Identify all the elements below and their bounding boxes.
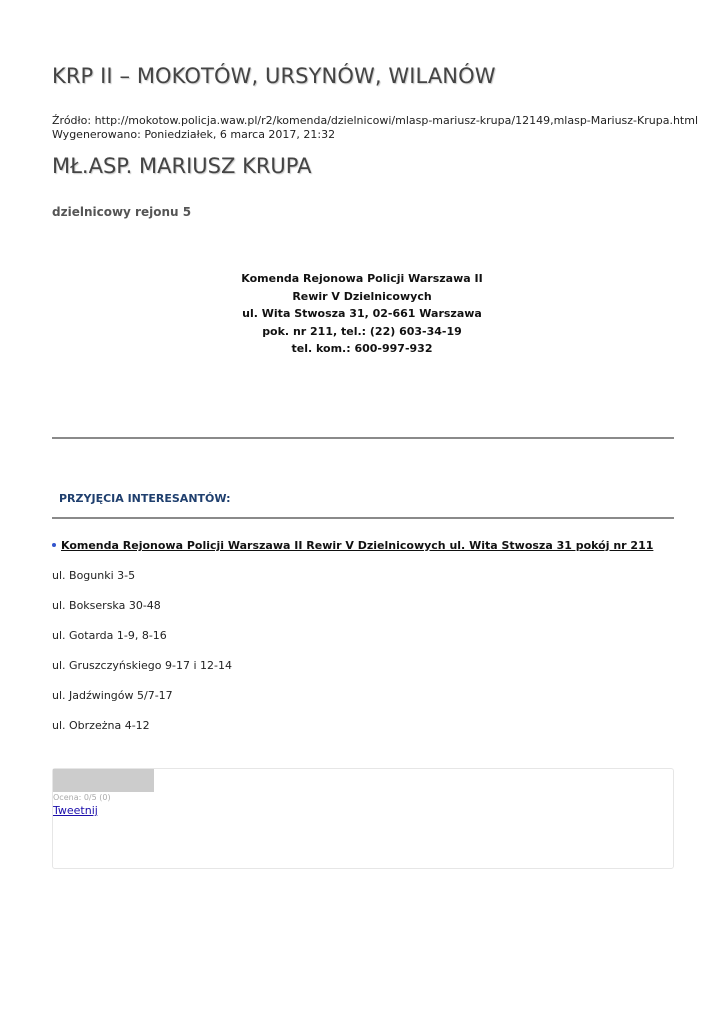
address-block xyxy=(52,270,672,358)
street-item: ul. Obrzeżna 4-12 xyxy=(52,719,150,732)
page-subtitle: dzielnicowy rejonu 5 xyxy=(52,205,192,219)
reception-location-link[interactable]: Komenda Rejonowa Policji Warszawa II Rewir V Dzielnicowych ul. Wita Stwosza 31 pokój nr 211 xyxy=(61,539,654,552)
tweet-link[interactable]: Tweetnij xyxy=(53,804,98,817)
source-url-line: Źródło: http://mokotow.policja.waw.pl/r2/komenda/dzielnicowi/mlasp-mariusz-krupa/12149,mlasp-Mariusz-Krupa.html xyxy=(52,114,699,127)
street-list xyxy=(52,569,232,749)
rating-widget xyxy=(52,768,674,869)
document-meta xyxy=(52,114,698,142)
reception-location-item[interactable] xyxy=(52,539,653,552)
street-item: ul. Gotarda 1-9, 8-16 xyxy=(52,629,167,642)
divider xyxy=(52,517,674,519)
street-item: ul. Gruszczyńskiego 9-17 i 12-14 xyxy=(52,659,232,672)
divider xyxy=(52,437,674,439)
generated-date-line: Wygenerowano: Poniedziałek, 6 marca 2017, 21:32 xyxy=(52,128,336,141)
street-item: ul. Jadźwingów 5/7-17 xyxy=(52,689,173,702)
page-title: MŁ.ASP. MARIUSZ KRUPA xyxy=(52,154,312,178)
site-title: KRP II – MOKOTÓW, URSYNÓW, WILANÓW xyxy=(52,64,496,88)
address-line: Komenda Rejonowa Policji Warszawa II xyxy=(241,272,483,285)
street-item: ul. Bogunki 3-5 xyxy=(52,569,136,582)
street-item: ul. Bokserska 30-48 xyxy=(52,599,161,612)
rating-text: Ocena: 0/5 (0) xyxy=(53,793,111,802)
address-line: ul. Wita Stwosza 31, 02-661 Warszawa xyxy=(242,307,482,320)
rating-stars[interactable] xyxy=(53,769,154,792)
address-line: tel. kom.: 600-997-932 xyxy=(291,342,433,355)
address-line: pok. nr 211, tel.: (22) 603-34-19 xyxy=(262,324,462,338)
bullet-icon xyxy=(52,543,56,547)
reception-heading: PRZYJĘCIA INTERESANTÓW: xyxy=(59,492,231,505)
address-line: Rewir V Dzielnicowych xyxy=(292,289,432,303)
